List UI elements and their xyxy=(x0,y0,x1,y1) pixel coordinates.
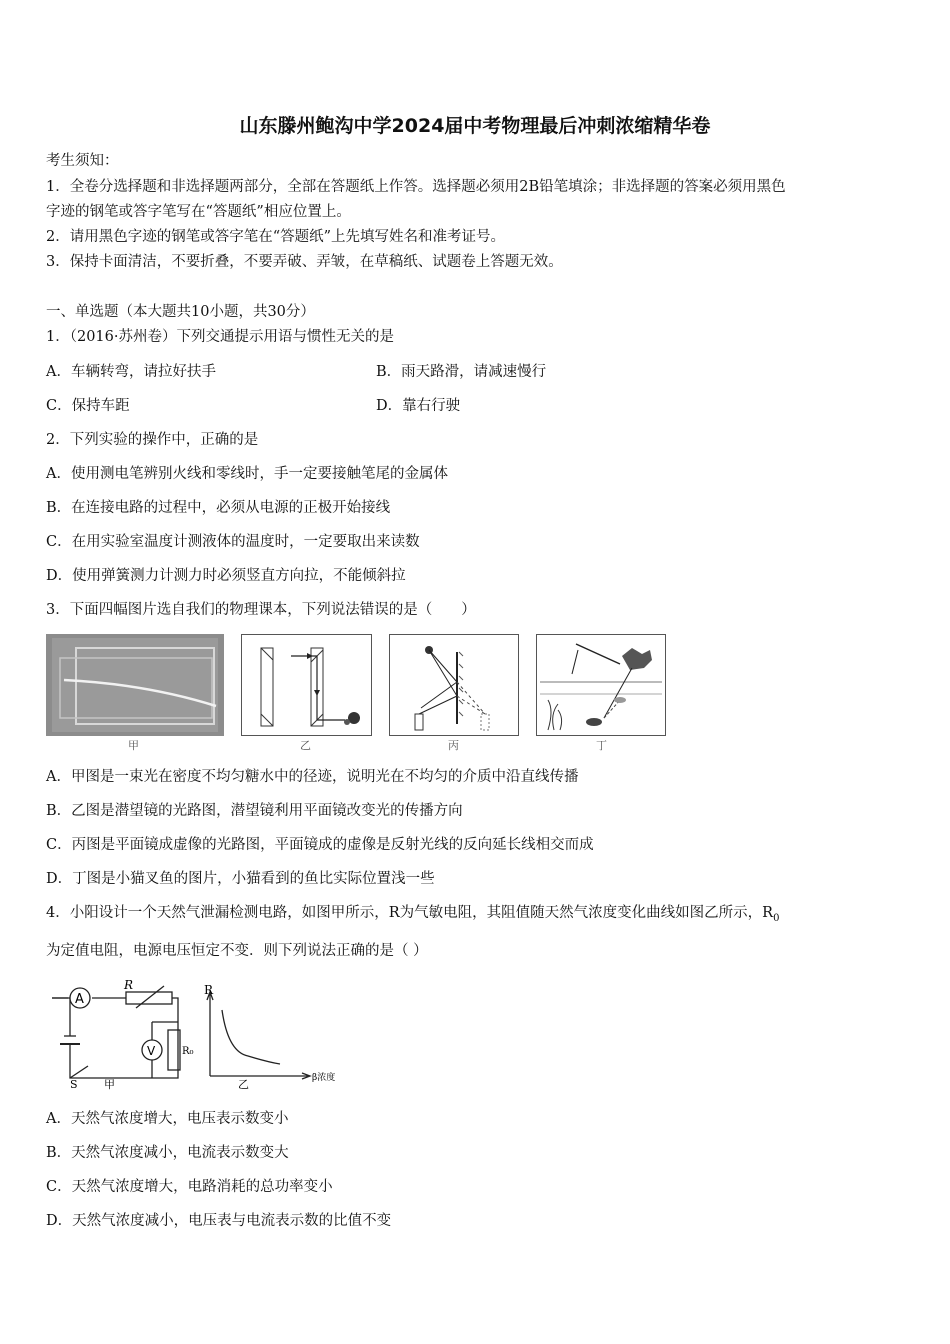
notice-item: 3．保持卡面清洁，不要折叠，不要弄破、弄皱，在草稿纸、试题卷上答题无效。 xyxy=(46,254,563,270)
notice-heading: 考生须知： xyxy=(46,153,119,169)
ammeter-label: A xyxy=(75,992,84,1007)
q3-caption-ding: 丁 xyxy=(596,739,607,752)
q2-stem: 2．下列实验的操作中，正确的是 xyxy=(46,432,259,448)
q3-option-c: C．丙图是平面镜成虚像的光路图，平面镜成的虚像是反射光线的反向延长线相交而成 xyxy=(46,837,594,853)
page-title: 山东滕州鲍沟中学2024届中考物理最后冲刺浓缩精华卷 xyxy=(239,115,711,137)
graph-caption: 乙 xyxy=(238,1078,249,1091)
q2-option-c: C．在用实验室温度计测液体的温度时，一定要取出来读数 xyxy=(46,534,420,550)
q3-figure-ding xyxy=(536,634,666,736)
resistor-r-label: R xyxy=(124,978,134,992)
notice-item: 2．请用黑色字迹的钢笔或答字笔在“答题纸”上先填写姓名和准考证号。 xyxy=(46,229,506,245)
graph-y-label: R xyxy=(204,983,214,997)
circuit-caption: 甲 xyxy=(104,1078,115,1091)
q3-option-b: B．乙图是潜望镜的光路图，潜望镜利用平面镜改变光的传播方向 xyxy=(46,803,463,819)
q1-stem: 1．（2016·苏州卷）下列交通提示用语与惯性无关的是 xyxy=(46,329,394,345)
q3-stem: 3．下面四幅图片选自我们的物理课本，下列说法错误的是（ ） xyxy=(46,602,476,618)
q3-figure-yi xyxy=(241,634,372,736)
voltmeter-label: V xyxy=(147,1044,156,1058)
graph-x-label: β浓度 xyxy=(312,1073,336,1083)
q4-option-d: D．天然气浓度减小，电压表与电流表示数的比值不变 xyxy=(46,1213,392,1229)
q3-option-a: A．甲图是一束光在密度不均匀糖水中的径迹，说明光在不均匀的介质中沿直线传播 xyxy=(46,769,579,785)
q4-stem-cont: 为定值电阻，电源电压恒定不变．则下列说法正确的是（ ） xyxy=(46,943,428,959)
q3-caption-bing: 丙 xyxy=(448,739,459,752)
notice-item: 1．全卷分选择题和非选择题两部分，全部在答题纸上作答。选择题必须用2B铅笔填涂；非选择题的答案必须用黑色 xyxy=(46,179,786,195)
section-heading: 一、单选题（本大题共10小题，共30分） xyxy=(46,304,315,320)
q2-option-d: D．使用弹簧测力计测力时必须竖直方向拉，不能倾斜拉 xyxy=(46,568,406,584)
q4-stem-subscript: 0 xyxy=(773,912,780,924)
q1-option-d: D．靠右行驶 xyxy=(376,398,461,414)
switch-label: S xyxy=(70,1078,78,1091)
q3-figure-bing xyxy=(389,634,519,736)
q4-circuit-diagram xyxy=(40,978,194,1091)
q2-option-a: A．使用测电笔辨别火线和零线时，手一定要接触笔尾的金属体 xyxy=(46,466,448,482)
q4-option-a: A．天然气浓度增大，电压表示数变小 xyxy=(46,1111,289,1127)
q4-stem-text: 4．小阳设计一个天然气泄漏检测电路，如图甲所示，R为气敏电阻，其阻值随天然气浓度变化曲线如图乙所示，R xyxy=(46,905,774,921)
q4-option-b: B．天然气浓度减小，电流表示数变大 xyxy=(46,1145,289,1161)
q3-figure-jia xyxy=(46,634,224,736)
q4-stem xyxy=(46,903,779,929)
q3-caption-jia: 甲 xyxy=(128,739,139,752)
q3-caption-yi: 乙 xyxy=(300,739,311,752)
q1-option-c: C．保持车距 xyxy=(46,398,130,414)
q4-resistance-graph xyxy=(198,982,346,1090)
q4-option-c: C．天然气浓度增大，电路消耗的总功率变小 xyxy=(46,1179,333,1195)
resistor-r0-label: R₀ xyxy=(182,1046,194,1057)
q2-option-b: B．在连接电路的过程中，必须从电源的正极开始接线 xyxy=(46,500,391,516)
notice-item: 字迹的钢笔或答字笔写在“答题纸”相应位置上。 xyxy=(46,204,351,220)
q1-option-a: A．车辆转弯，请拉好扶手 xyxy=(46,364,216,380)
q3-option-d: D．丁图是小猫叉鱼的图片，小猫看到的鱼比实际位置浅一些 xyxy=(46,871,435,887)
q1-option-b: B．雨天路滑，请减速慢行 xyxy=(376,364,547,380)
